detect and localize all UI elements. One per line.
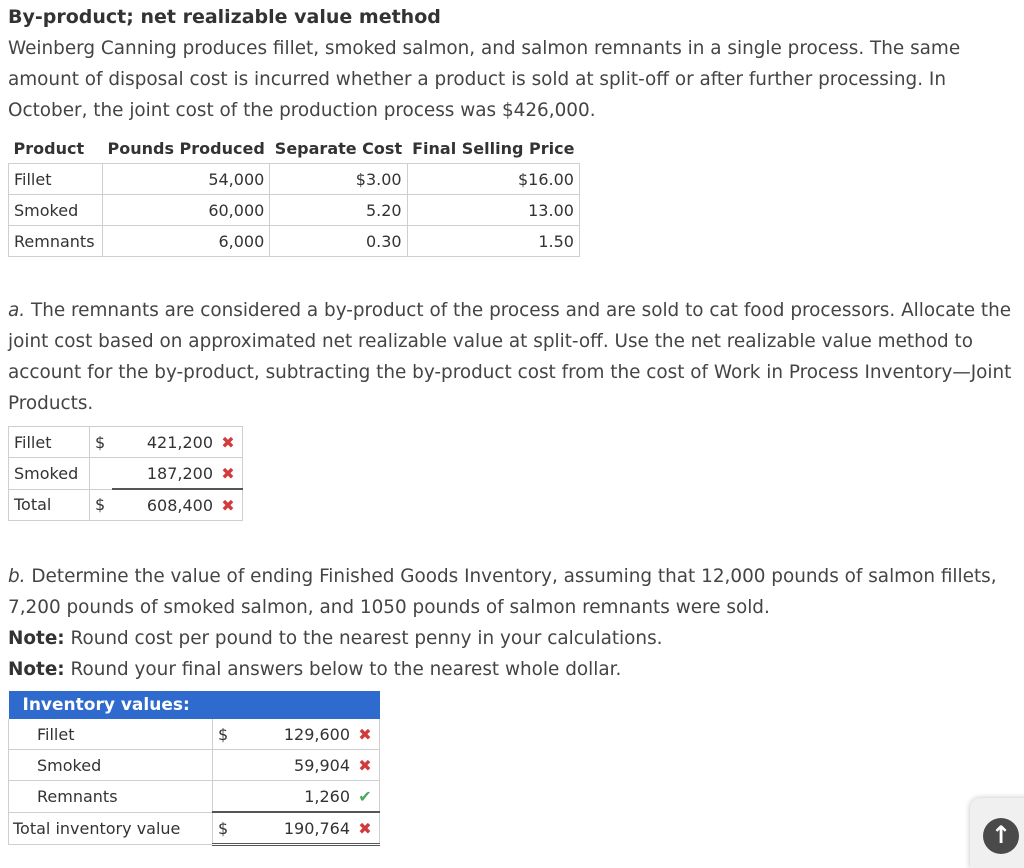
- currency-sign: $: [90, 489, 113, 521]
- answer-input-total-inventory[interactable]: [239, 812, 380, 845]
- incorrect-icon: ✖: [221, 463, 235, 483]
- joint-cost-allocation-table: [8, 426, 243, 521]
- row-label: Smoked: [9, 750, 213, 781]
- answer-value: 421,200: [146, 432, 213, 452]
- table-row: [9, 195, 580, 226]
- row-label: Fillet: [9, 719, 213, 750]
- incorrect-icon: ✖: [358, 755, 372, 775]
- answer-value: 59,904: [294, 755, 350, 775]
- row-label: Remnants: [9, 781, 213, 813]
- part-b-body: Determine the value of ending Finished Goods Inventory, assuming that 12,000 pounds of salmon fillets, 7,200 pounds of smoked salmon, and 1050 pounds of salmon remnants were sold.: [8, 566, 997, 618]
- currency-sign: [90, 458, 113, 490]
- product-table-header-row: [9, 134, 580, 164]
- table-row: [9, 750, 380, 781]
- inventory-table-header-row: [9, 691, 380, 719]
- answer-input-smoked-inventory[interactable]: [239, 750, 380, 781]
- final-selling-price: $16.00: [407, 164, 579, 195]
- answer-input-fillet-inventory[interactable]: [239, 719, 380, 750]
- row-label: Total: [9, 489, 90, 521]
- table-row: [9, 164, 580, 195]
- answer-input-total[interactable]: [112, 489, 243, 521]
- problem-intro: Weinberg Canning produces fillet, smoked salmon, and salmon remnants in a single process. The same amount of disposal cost is incurred whether a product is sold at split-off or after further processing. In October, the joint cost of the production process was $426,000.: [8, 38, 961, 121]
- table-row: [9, 719, 380, 750]
- incorrect-icon: ✖: [358, 818, 372, 838]
- part-b-text: [8, 561, 1020, 623]
- note-label: Note:: [8, 659, 65, 680]
- answer-value: 190,764: [283, 818, 350, 838]
- answer-input-remnants-inventory[interactable]: [239, 781, 380, 813]
- incorrect-icon: ✖: [221, 495, 235, 515]
- table-row: [9, 427, 243, 458]
- pounds-produced: 54,000: [103, 164, 270, 195]
- scroll-to-top-button[interactable]: [970, 798, 1024, 868]
- table-row: [9, 226, 580, 257]
- note-text: Round cost per pound to the nearest penny in your calculations.: [64, 628, 663, 649]
- part-a-text: [8, 295, 1020, 419]
- table-row: [9, 781, 380, 813]
- answer-input-fillet[interactable]: [112, 427, 243, 458]
- inventory-values-table: [8, 691, 380, 846]
- incorrect-icon: ✖: [221, 432, 235, 452]
- note-label: Note:: [8, 628, 65, 649]
- arrow-up-circle-icon: ↑: [983, 818, 1019, 854]
- problem-title: By-product; net realizable value method: [8, 6, 441, 28]
- currency-sign: [213, 750, 240, 781]
- separate-cost: 0.30: [270, 226, 407, 257]
- note-rounding-cost: [8, 623, 1020, 654]
- table-row-total: [9, 489, 243, 521]
- row-label: Fillet: [9, 427, 90, 458]
- part-b-question: [8, 561, 1020, 685]
- currency-sign: [213, 781, 240, 813]
- correct-check-icon: ✔: [358, 786, 372, 806]
- answer-value: 1,260: [304, 786, 350, 806]
- answer-value: 129,600: [283, 724, 350, 744]
- inventory-table-header: Inventory values:: [9, 691, 380, 719]
- header-pounds-produced: Pounds Produced: [103, 134, 270, 164]
- pounds-produced: 6,000: [103, 226, 270, 257]
- header-separate-cost: Separate Cost: [270, 134, 407, 164]
- header-final-selling-price: Final Selling Price: [407, 134, 579, 164]
- final-selling-price: 1.50: [407, 226, 579, 257]
- answer-value: 608,400: [146, 495, 213, 515]
- product-name: Smoked: [9, 195, 103, 226]
- product-name: Remnants: [9, 226, 103, 257]
- separate-cost: 5.20: [270, 195, 407, 226]
- product-table: [8, 134, 580, 257]
- note-rounding-final: [8, 654, 1020, 685]
- row-label: Total inventory value: [9, 812, 213, 845]
- currency-sign: $: [90, 427, 113, 458]
- part-b-letter: b.: [8, 566, 26, 587]
- note-text: Round your final answers below to the nearest whole dollar.: [64, 659, 622, 680]
- answer-input-smoked[interactable]: [112, 458, 243, 490]
- header-product: Product: [9, 134, 103, 164]
- row-label: Smoked: [9, 458, 90, 490]
- separate-cost: $3.00: [270, 164, 407, 195]
- part-a-body: The remnants are considered a by-product of the process and are sold to cat food processors. Allocate the joint cost based on approximated net realizable value at split-off. Use the net realizable value method to account for the by-product, subtracting the by-product cost from the cost of Work in Process Inventory—Joint Products.: [8, 300, 1012, 414]
- answer-value: 187,200: [146, 463, 213, 483]
- currency-sign: $: [213, 812, 240, 845]
- part-a-letter: a.: [8, 300, 26, 321]
- pounds-produced: 60,000: [103, 195, 270, 226]
- part-a-question: [8, 295, 1020, 419]
- currency-sign: $: [213, 719, 240, 750]
- final-selling-price: 13.00: [407, 195, 579, 226]
- table-row: [9, 458, 243, 490]
- product-name: Fillet: [9, 164, 103, 195]
- table-row-total: [9, 812, 380, 845]
- incorrect-icon: ✖: [358, 724, 372, 744]
